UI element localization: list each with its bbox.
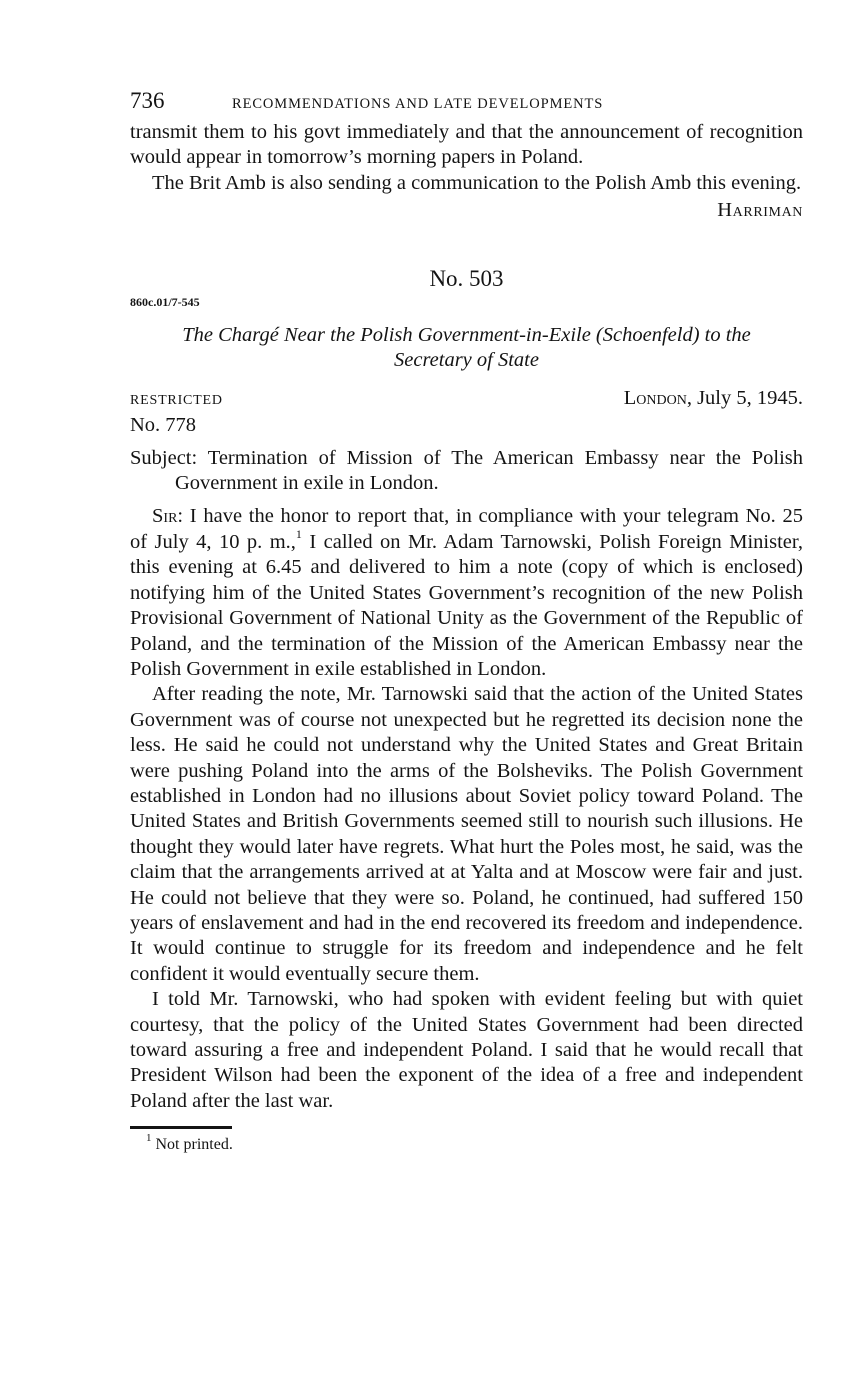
dateline-date: , July 5, 1945. [686,386,803,409]
document-number: No. 503 [429,265,504,291]
document-page [130,88,803,1155]
continuation-paragraph: transmit them to his govt immediately and that the announcement of recognition would appear in tomorrow’s morning papers in Poland. [130,121,803,169]
continuation-paragraph: The Brit Amb is also sending a communication to the Polish Amb this evening. [152,171,802,194]
page-number: 736 [130,88,165,113]
despatch-number: No. 778 [130,414,197,437]
footnote-mark: 1 [146,1131,152,1144]
subject-line: Subject: Termination of Mission of The American Embassy near the Polish Government in exile in London. [130,446,803,495]
dateline [624,386,803,411]
salutation: Sir [152,505,178,528]
running-title: RECOMMENDATIONS AND LATE DEVELOPMENTS [232,96,604,112]
document-title-line: The Chargé Near the Polish Government-in-Exile (Schoenfeld) to the [182,324,751,347]
footnote-divider [130,1126,232,1129]
signature: Harriman [717,199,803,222]
body-text: I called on Mr. Adam Tarnowski, Polish Foreign Minister, this evening at 6.45 and delivered to him a note (copy of which is enclosed) notifying him of the United States Government’s recognition of the new Polish Provisional Government of National Unity as the Government of the Republic of Poland, and the termination of the Mission of the American Embassy near the Polish Government in exile established in London. [130,530,804,680]
footnote-text: Not printed. [151,1136,233,1154]
body-paragraph [130,504,803,682]
body-paragraph: I told Mr. Tarnowski, who had spoken with evident feeling but with quiet courtesy, that the policy of the United States Government had been directed toward assuring a free and independent Poland. I said that he would recall that President Wilson had been the exponent of the idea of a free and independent Poland after the last war. [130,988,803,1112]
classification-label: RESTRICTED [130,392,223,408]
file-reference: 860c.01/7-545 [130,295,200,310]
body-text: : I have the honor to report that, in compliance with your telegram No. 25 of July 4, 10 p. m., [130,505,803,553]
document-title [130,323,803,374]
footnote-reference: 1 [295,527,302,542]
running-header [130,88,803,120]
footnote [130,1131,803,1155]
dateline-city: London [623,386,687,409]
body-paragraph: After reading the note, Mr. Tarnowski said that the action of the United States Government was of course not unexpected but he regretted its decision none the less. He said he could not understand why the United States and Great Britain were pushing Poland into the arms of the Bolsheviks. The Polish Government established in London had no illusions about Soviet policy toward Poland. The United States and British Governments seemed still to nourish such illusions. He thought they would later have regrets. What hurt the Poles most, he said, was the claim that the arrangements arrived at at Yalta and at Moscow were fair and just. He could not believe that they were so. Poland, he continued, had suffered 150 years of enslavement and had in the end recovered its freedom and independence. It would continue to struggle for its freedom and independence and he felt confident it would eventually secure them. [130,683,803,985]
dateline-row [130,386,803,413]
document-title-line: Secretary of State [394,349,539,372]
